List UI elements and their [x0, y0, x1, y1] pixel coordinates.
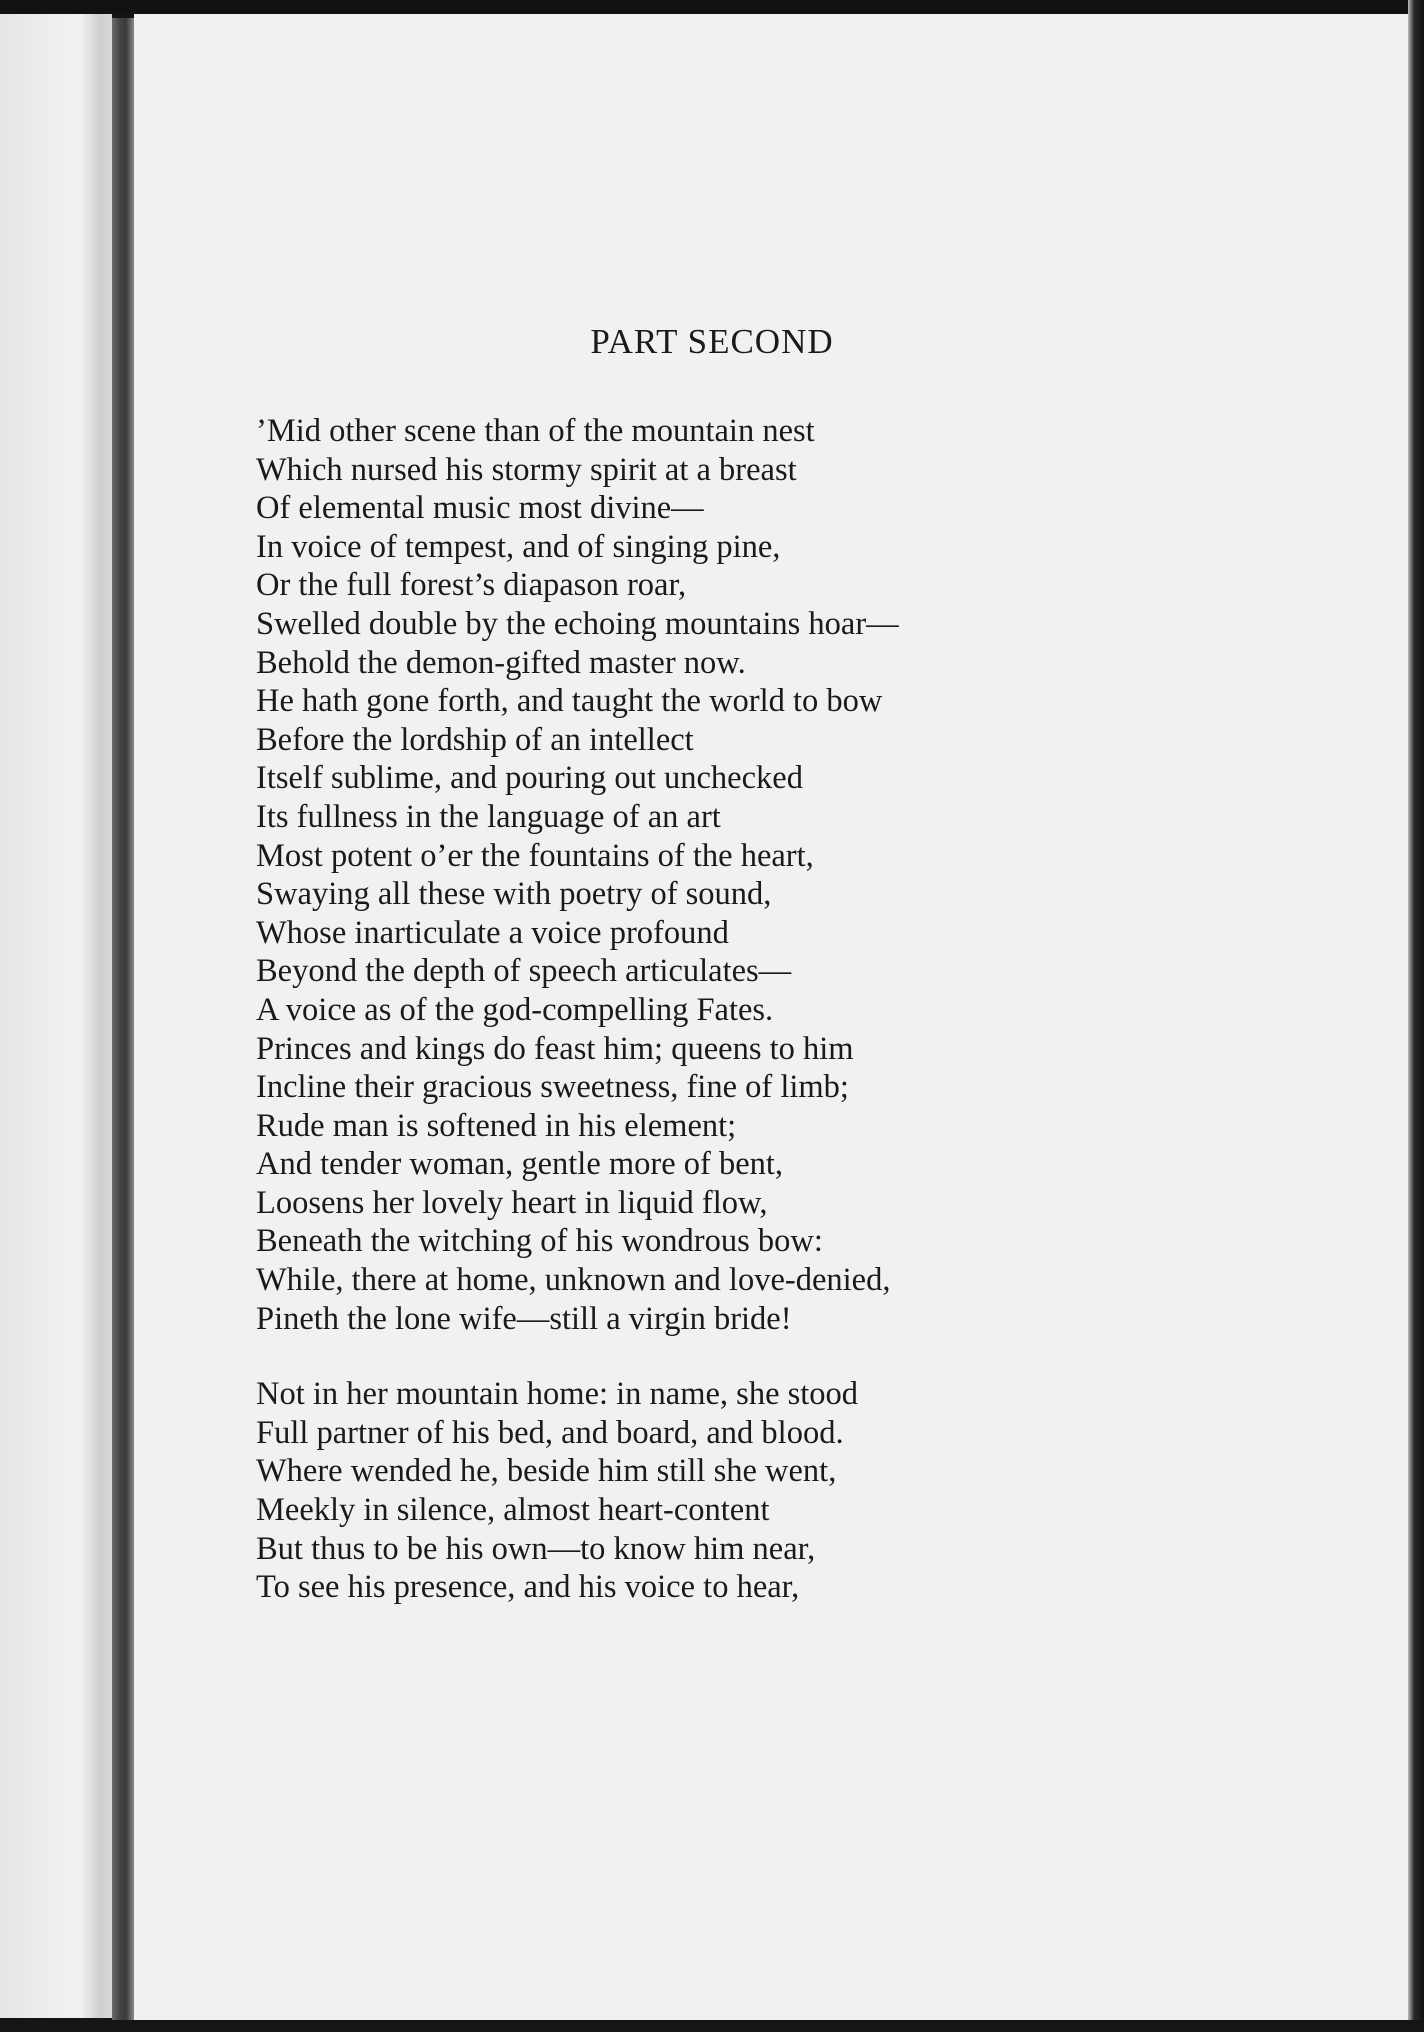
poem-line: Most potent o’er the fountains of the heart, — [256, 837, 814, 874]
poem-line: A voice as of the god-compelling Fates. — [256, 991, 774, 1028]
poem-line: To see his presence, and his voice to hear, — [256, 1569, 800, 1606]
poem-line: Full partner of his bed, and board, and blood. — [256, 1414, 844, 1451]
poem-line: Rude man is softened in his element; — [256, 1107, 737, 1144]
poem-line: Its fullness in the language of an art — [256, 798, 721, 835]
poem-line: In voice of tempest, and of singing pine, — [256, 528, 781, 565]
poem-line: Behold the demon-gifted master now. — [256, 644, 746, 681]
poem-line: ’Mid other scene than of the mountain nest — [256, 413, 815, 449]
poem-line: Swaying all these with poetry of sound, — [256, 876, 772, 913]
poem-line: Beneath the witching of his wondrous bow: — [256, 1223, 823, 1260]
poem-line: But thus to be his own—to know him near, — [256, 1530, 816, 1567]
poem-line: Loosens her lovely heart in liquid flow, — [256, 1184, 768, 1221]
poem-line: Not in her mountain home: in name, she stood — [256, 1376, 859, 1413]
poem-line: Incline their gracious sweetness, fine of limb; — [256, 1069, 849, 1106]
stanza — [256, 1375, 1356, 1607]
poem-line: Where wended he, beside him still she went, — [256, 1453, 837, 1490]
poem-body — [256, 412, 1356, 1607]
book-spine-gutter — [112, 18, 134, 2023]
poem-line: Or the full forest’s diapason roar, — [256, 567, 687, 604]
poem-line: Of elemental music most divine— — [256, 490, 704, 527]
poem-line: Pineth the lone wife—still a virgin bride! — [256, 1300, 792, 1337]
poem-line: Beyond the depth of speech articulates— — [256, 953, 792, 990]
stanza — [256, 412, 1356, 1338]
section-heading: PART SECOND — [590, 322, 834, 361]
poem-line: While, there at home, unknown and love-denied, — [256, 1262, 891, 1299]
poem-line: He hath gone forth, and taught the world to bow — [256, 683, 883, 720]
poem-line: Which nursed his stormy spirit at a breast — [256, 451, 797, 488]
poem-line: Swelled double by the echoing mountains hoar— — [256, 605, 899, 642]
facing-page-edge — [0, 14, 112, 2018]
poem-line: Before the lordship of an intellect — [256, 721, 694, 758]
poem-line: Itself sublime, and pouring out unchecked — [256, 760, 803, 797]
poem-line: Princes and kings do feast him; queens to him — [256, 1030, 854, 1067]
poem-line: Whose inarticulate a voice profound — [256, 914, 729, 951]
poem-line: And tender woman, gentle more of bent, — [256, 1146, 784, 1183]
poem-line: Meekly in silence, almost heart-content — [256, 1492, 770, 1529]
right-scan-border — [1408, 0, 1424, 2032]
top-scan-border — [0, 0, 1424, 14]
bottom-scan-border — [0, 2020, 1424, 2032]
